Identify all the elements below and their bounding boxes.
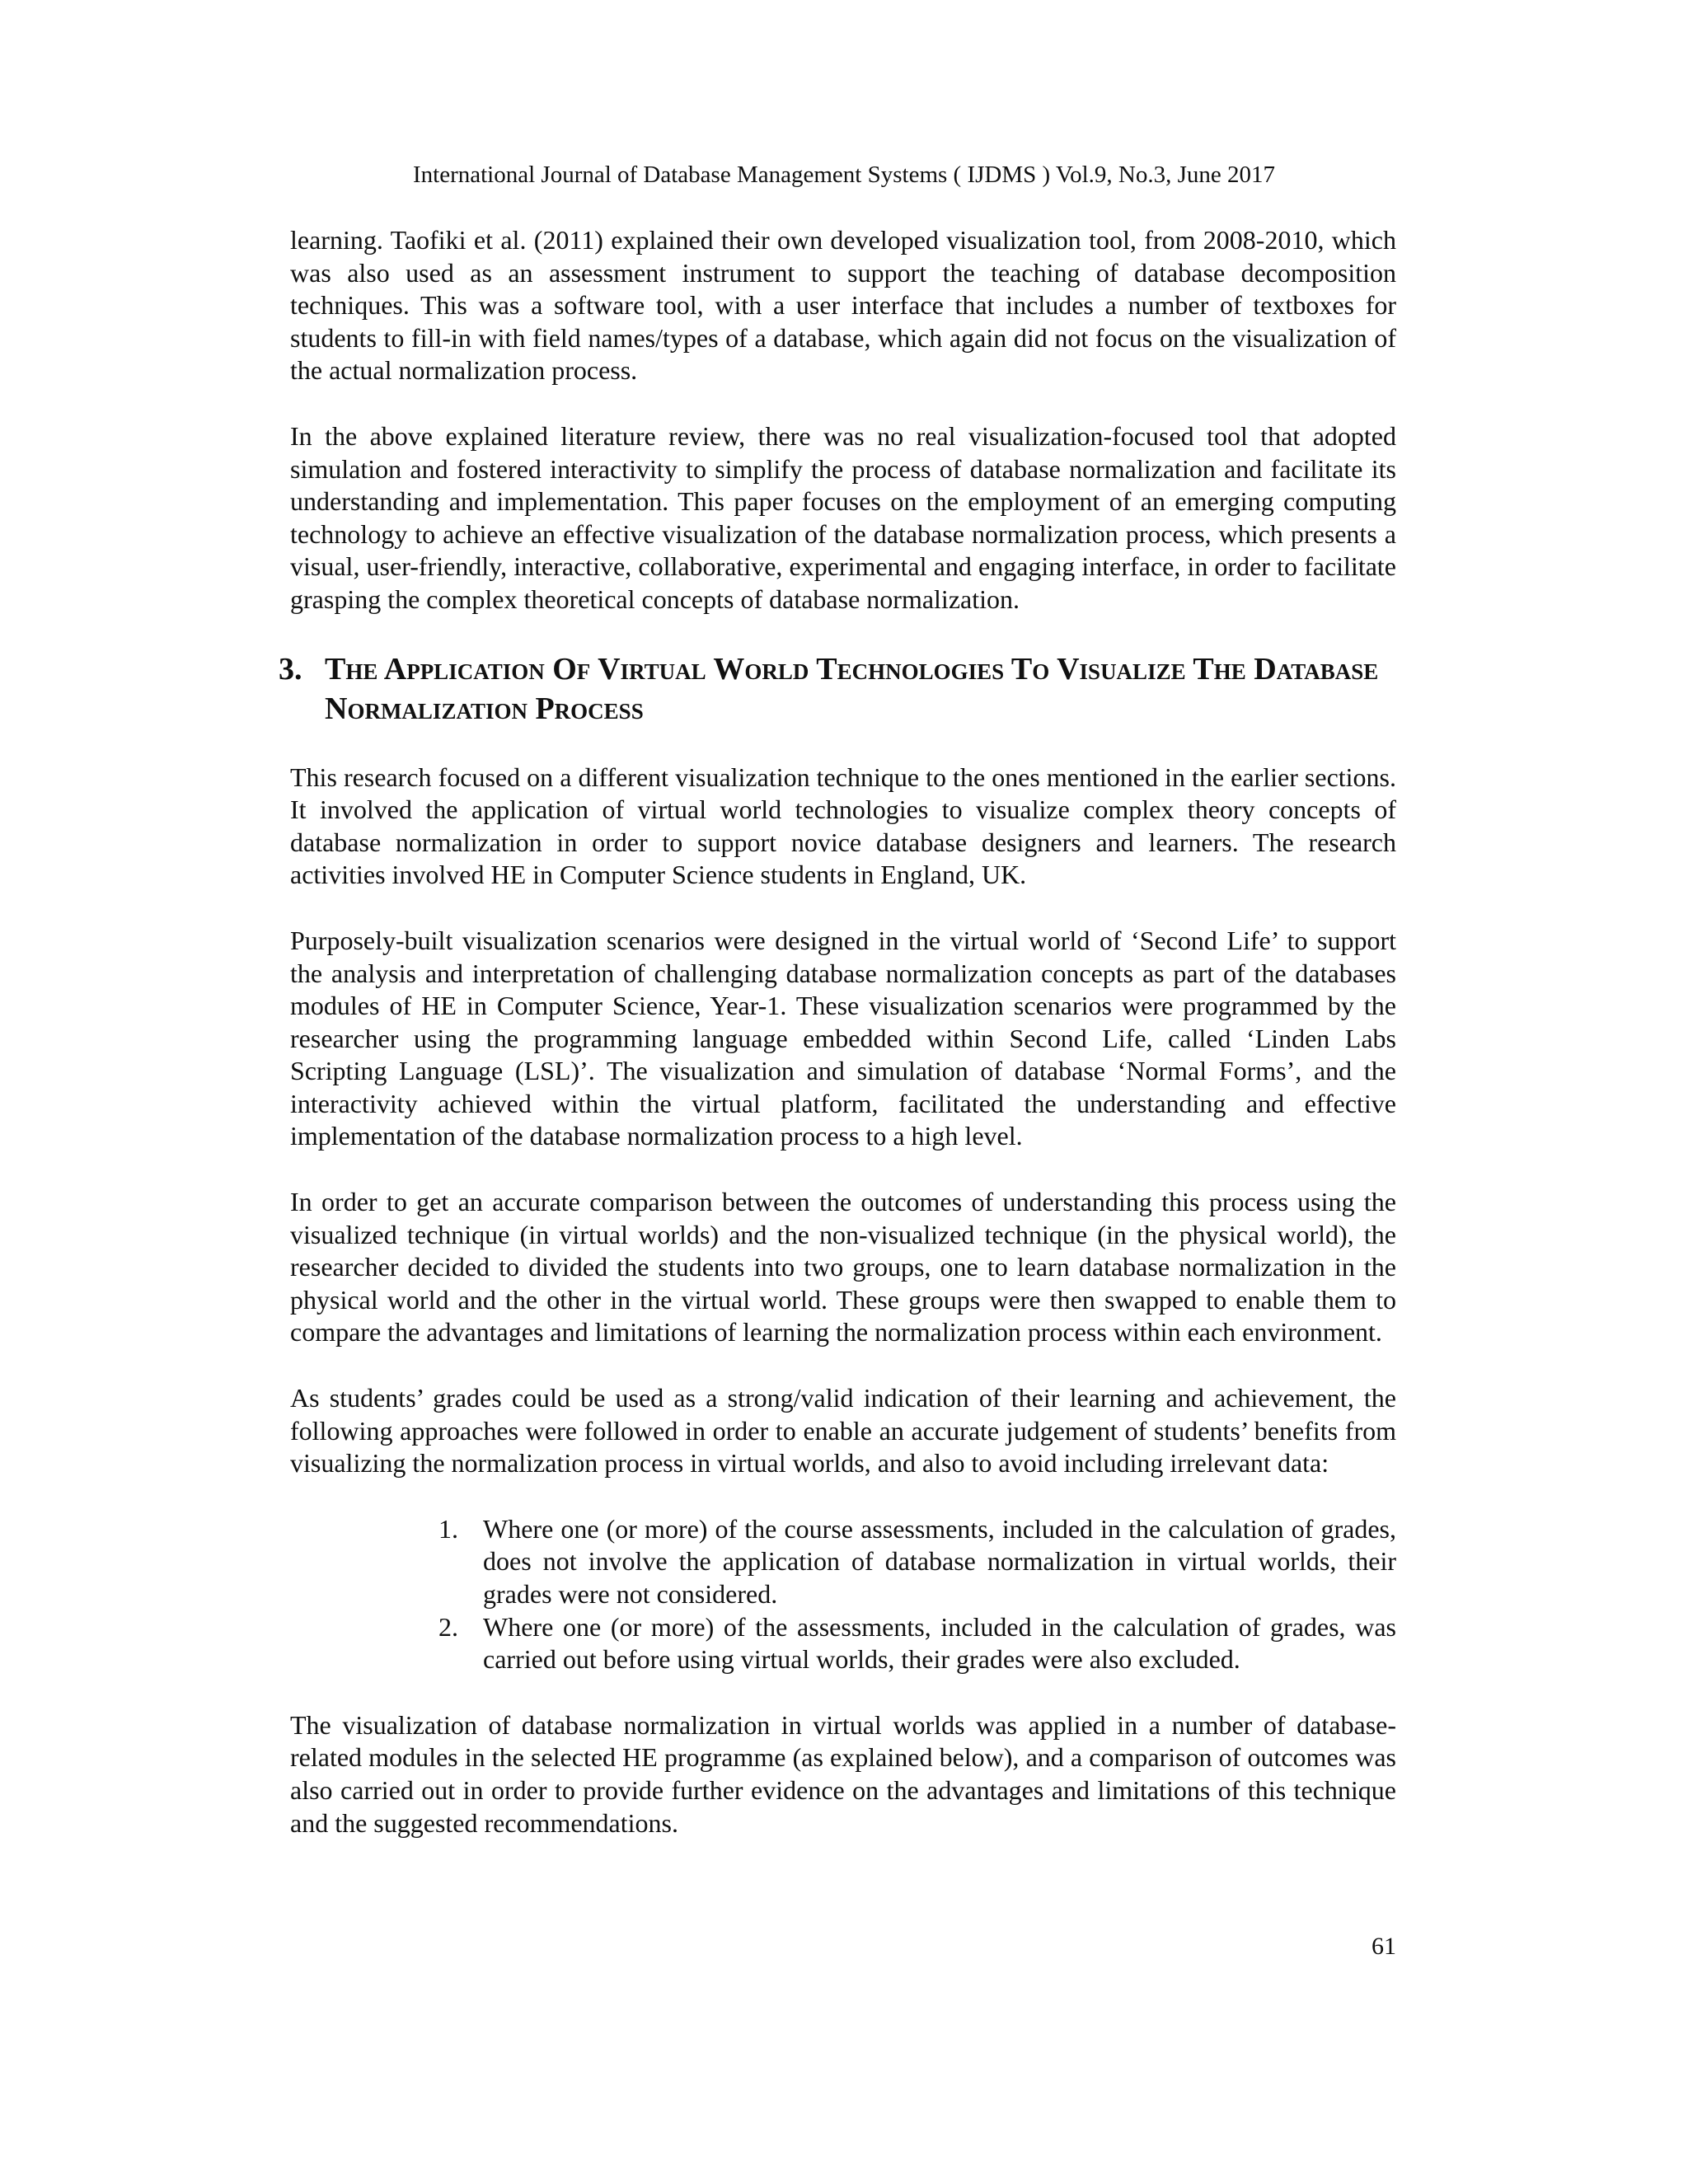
approaches-list bbox=[290, 1513, 1396, 1676]
list-item-text: Where one (or more) of the course assessments, included in the calculation of grades, does not involve the application of database normalization in virtual worlds, their grades were not considered. bbox=[483, 1513, 1396, 1609]
paragraph-grades: As students’ grades could be used as a strong/valid indication of their learning and achievement, the following approaches were followed in order to enable an accurate judgement of students’ benefits from visualizing the normalization process in virtual worlds, and also to avoid including irrelevant data: bbox=[290, 1383, 1396, 1479]
section-heading bbox=[279, 649, 1396, 729]
list-marker: 1. bbox=[438, 1513, 458, 1544]
paragraph-taofiki: learning. Taofiki et al. (2011) explained their own developed visualization tool, from 2008-2010, which was also used as an assessment instrument to support the teaching of database decomposition techniques. This was a software tool, with a user interface that includes a number of textboxes for students to fill-in with field names/types of a database, which again did not focus on the visualization of the actual normalization process. bbox=[290, 225, 1396, 386]
list-item-text: Where one (or more) of the assessments, included in the calculation of grades, was carried out before using virtual worlds, their grades were also excluded. bbox=[483, 1611, 1396, 1675]
paragraph-comparison: In order to get an accurate comparison between the outcomes of understanding this process using the visualized technique (in virtual worlds) and the non-visualized technique (in the physical world), the researcher decided to divided the students into two groups, one to learn database normalization in the physical world and the other in the virtual world. These groups were then swapped to enable them to compare the advantages and limitations of learning the normalization process within each environment. bbox=[290, 1187, 1396, 1347]
list-item bbox=[438, 1611, 1396, 1676]
running-header: International Journal of Database Management Systems ( IJDMS ) Vol.9, No.3, June 2017 bbox=[413, 162, 1275, 188]
page-body bbox=[279, 224, 1396, 1840]
section-number: 3. bbox=[279, 651, 302, 687]
paragraph-research-focus: This research focused on a different visualization technique to the ones mentioned in the earlier sections. It involved the application of virtual world technologies to visualize complex theory concepts of database normalization in order to support novice database designers and learners. The research activities involved HE in Computer Science students in England, UK. bbox=[290, 762, 1396, 890]
paragraph-literature-review: In the above explained literature review, there was no real visualization-focused tool that adopted simulation and fostered interactivity to simplify the process of database normalization and facilitate its understanding and implementation. This paper focuses on the employment of an emerging computing technology to achieve an effective visualization of the database normalization process, which presents a visual, user-friendly, interactive, collaborative, experimental and engaging interface, in order to facilitate grasping the complex theoretical concepts of database normalization. bbox=[290, 420, 1396, 614]
paragraph-second-life: Purposely-built visualization scenarios were designed in the virtual world of ‘Second Life’ to support the analysis and interpretation of challenging database normalization concepts as part of the databases modules of HE in Computer Science, Year-1. These visualization scenarios were programmed by the researcher using the programming language embedded within Second Life, called ‘Linden Labs Scripting Language (LSL)’. The visualization and simulation of database ‘Normal Forms’, and the interactivity achieved within the virtual platform, facilitated the understanding and effective implementation of the database normalization process to a high level. bbox=[290, 925, 1396, 1151]
list-item bbox=[438, 1513, 1396, 1611]
section-title: The Application Of Virtual World Technologies To Visualize The Database Normalization Process bbox=[325, 651, 1379, 726]
page-number: 61 bbox=[1372, 1933, 1396, 1960]
paragraph-conclusion: The visualization of database normalization in virtual worlds was applied in a number of database-related modules in the selected HE programme (as explained below), and a comparison of outcomes was also carried out in order to provide further evidence on the advantages and limitations of this technique and the suggested recommendations. bbox=[290, 1709, 1396, 1838]
list-marker: 2. bbox=[438, 1611, 458, 1642]
